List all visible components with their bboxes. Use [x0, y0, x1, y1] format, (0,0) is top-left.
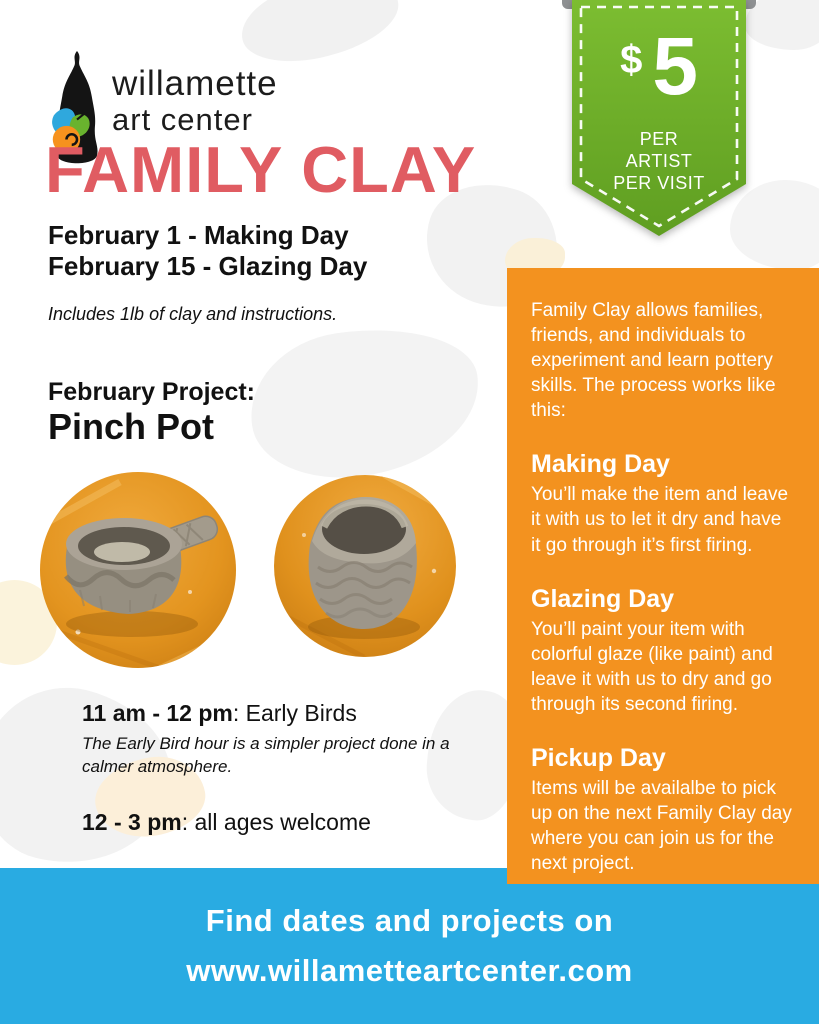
logo-line1: willamette: [112, 64, 278, 103]
project-label: February Project:: [48, 378, 256, 406]
making-day-body: You’ll make the item and leave it with us to let it dry and have it go through it’s first firing.: [531, 484, 789, 556]
page-title: FAMILY CLAY: [45, 133, 477, 206]
pickup-day-heading: Pickup Day: [531, 743, 666, 772]
ribbon-subline: PER: [639, 129, 679, 149]
all-ages-label: : all ages welcome: [181, 808, 371, 835]
event-dates: [48, 220, 367, 282]
early-birds-label: : Early Birds: [232, 700, 357, 726]
early-birds-time: 11 am - 12 pm: [82, 700, 233, 726]
schedule: [82, 700, 474, 836]
includes-note: Includes 1lb of clay and instructions.: [48, 304, 338, 324]
ribbon-subline: ARTIST: [625, 151, 693, 171]
all-ages-time: 12 - 3 pm: [82, 808, 182, 835]
footer-bar: [0, 868, 819, 1024]
ribbon-subtext: [572, 128, 746, 194]
info-intro: Family Clay allows families, friends, and individuals to experiment and learn pottery skills. The process works like this:: [531, 300, 776, 422]
footer-text: Find dates and projects on: [205, 903, 614, 938]
background-blob: [241, 315, 489, 491]
early-birds-line: [82, 700, 474, 727]
price-amount: 5: [652, 21, 698, 112]
glazing-day-body: You’ll paint your item with colorful glaze (like paint) and leave it with us to dry and go through its second firing.: [531, 618, 773, 715]
project-name: Pinch Pot: [48, 406, 215, 447]
all-ages-line: [82, 809, 474, 836]
date-line: February 15 - Glazing Day: [48, 251, 368, 282]
making-day-heading: Making Day: [531, 450, 670, 479]
price-ribbon: [572, 0, 746, 240]
logo-line2: art center: [112, 101, 253, 137]
pinch-pot-photo-2: [274, 475, 456, 657]
background-blob: [745, 0, 819, 50]
early-birds-note: The Early Bird hour is a simpler project done in a calmer atmosphere.: [82, 734, 450, 777]
logo-wordmark: [112, 66, 278, 135]
ribbon-subline: PER VISIT: [613, 173, 705, 193]
dollar-sign: $: [620, 38, 643, 82]
glazing-day-heading: Glazing Day: [531, 584, 675, 613]
pickup-day-body: Items will be availalbe to pick up on the next Family Clay day where you can join us for the next project.: [531, 777, 792, 875]
ribbon-price: [572, 21, 746, 112]
pinch-pot-photo-1: [40, 472, 236, 668]
date-line: February 1 - Making Day: [48, 220, 349, 250]
footer-url: www.willametteartcenter.com: [186, 953, 633, 988]
info-panel: [507, 268, 819, 884]
